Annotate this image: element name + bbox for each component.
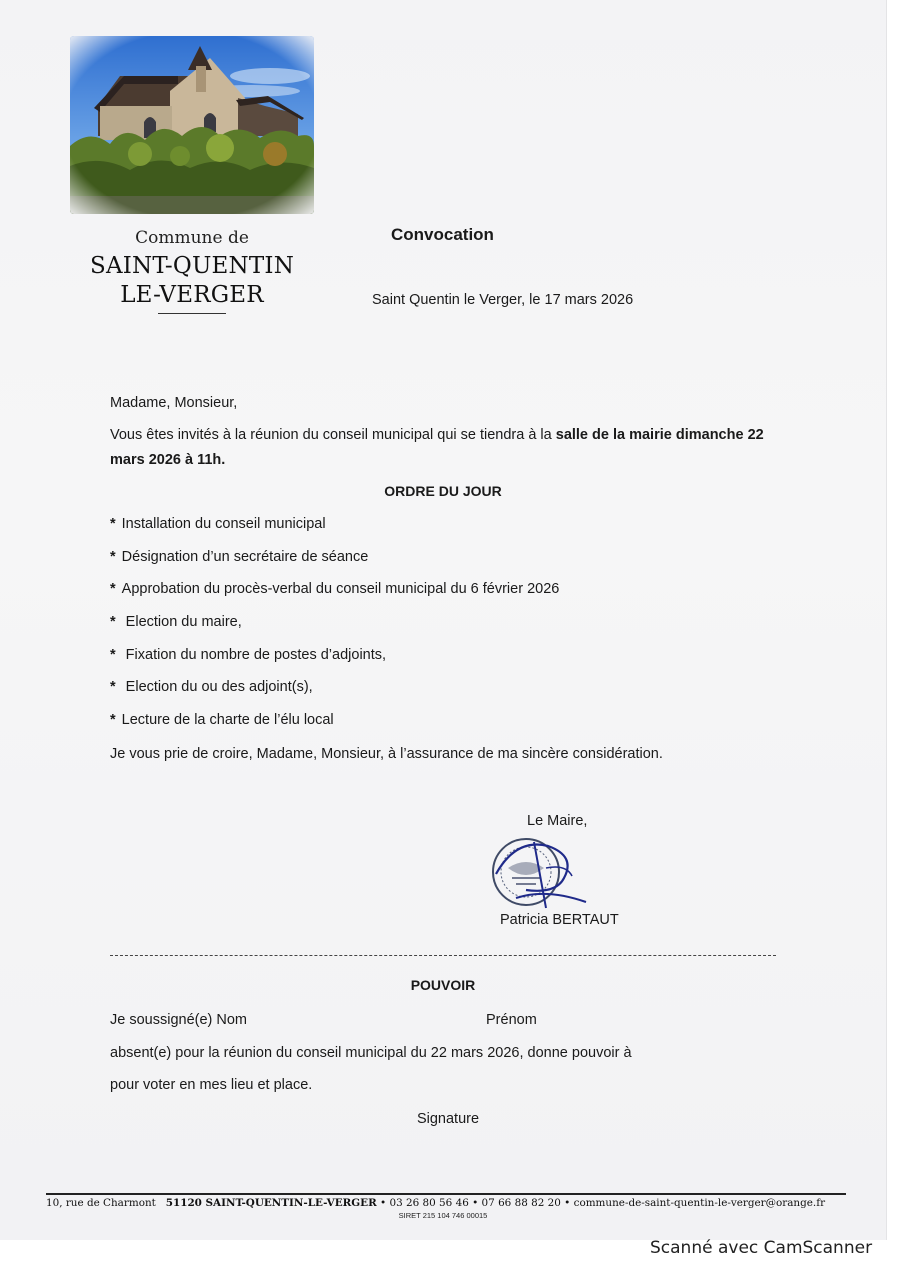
agenda-item	[110, 710, 559, 743]
bullet-dot-icon: •	[564, 1197, 571, 1209]
agenda-item	[110, 612, 559, 645]
signature-label: Signature	[416, 1111, 480, 1127]
agenda-item-text: Election du ou des adjoint(s),	[121, 679, 313, 696]
bullet-star-icon: *	[110, 516, 116, 532]
letter-title: Convocation	[391, 225, 494, 244]
footer-phones: 03 26 80 56 46 • 07 66 88 82 20	[389, 1197, 561, 1209]
bullet-star-icon: *	[110, 712, 116, 729]
commune-name	[70, 252, 314, 310]
footer-address-line	[46, 1197, 856, 1209]
commune-name-line1: SAINT-QUENTIN	[89, 253, 295, 279]
agenda-item	[110, 579, 559, 612]
pouvoir-prenom-label: Prénom	[486, 1012, 537, 1028]
bullet-star-icon: *	[110, 581, 116, 598]
intro-bold-text: salle de la mairie dimanche 22 mars 2026 à 11h.	[110, 427, 764, 468]
mayor-stamp-signature	[486, 828, 596, 918]
pouvoir-title: POUVOIR	[410, 977, 476, 993]
scanner-watermark: Scanné avec CamScanner	[650, 1238, 873, 1258]
commune-name-line2: LE-VERGER	[120, 282, 264, 308]
bullet-star-icon: *	[110, 646, 116, 663]
bullet-dot-icon: •	[380, 1197, 387, 1209]
pouvoir-nom-label: Je soussigné(e) Nom	[110, 1012, 247, 1028]
agenda-item	[110, 677, 559, 710]
dateline: Saint Quentin le Verger, le 17 mars 2026	[372, 292, 634, 308]
mayor-label: Le Maire,	[527, 813, 588, 829]
commune-underline	[158, 313, 226, 314]
commune-prefix: Commune de	[135, 228, 249, 248]
bullet-star-icon: *	[110, 614, 116, 631]
mayor-name: Patricia BERTAUT	[500, 912, 619, 928]
agenda-item-text: Désignation d’un secrétaire de séance	[121, 548, 369, 565]
intro-text: Vous êtes invités à la réunion du conseil municipal qui se tiendra à la	[110, 427, 556, 443]
footer-street: 10, rue de Charmont	[46, 1197, 156, 1209]
agenda-item	[110, 547, 559, 580]
bullet-star-icon: *	[110, 679, 116, 696]
intro-paragraph	[110, 423, 780, 473]
footer-divider	[46, 1193, 846, 1195]
pouvoir-absence-line: absent(e) pour la réunion du conseil municipal du 22 mars 2026, donne pouvoir à	[110, 1045, 632, 1061]
footer-email: commune-de-saint-quentin-le-verger@orange.fr	[573, 1197, 826, 1209]
cut-line	[110, 955, 776, 956]
greeting: Madame, Monsieur,	[110, 395, 238, 411]
agenda-item-text: Lecture de la charte de l’élu local	[121, 712, 334, 729]
agenda-item-text: Approbation du procès-verbal du conseil municipal du 6 février 2026	[121, 581, 560, 598]
agenda-list	[110, 514, 559, 743]
pouvoir-vote-line: pour voter en mes lieu et place.	[110, 1077, 313, 1093]
agenda-item	[110, 645, 559, 678]
agenda-item-text: Installation du conseil municipal	[121, 516, 326, 532]
bullet-star-icon: *	[110, 548, 116, 565]
footer-city: 51120 SAINT-QUENTIN-LE-VERGER	[165, 1197, 377, 1209]
agenda-title: ORDRE DU JOUR	[384, 483, 502, 499]
closing-sentence: Je vous prie de croire, Madame, Monsieur, à l’assurance de ma sincère considération.	[110, 746, 663, 762]
agenda-item-text: Election du maire,	[121, 614, 242, 631]
footer-siret: SIRET 215 104 746 00015	[398, 1211, 488, 1220]
agenda-item	[110, 514, 559, 547]
church-photo	[70, 36, 314, 214]
agenda-item-text: Fixation du nombre de postes d’adjoints,	[121, 646, 387, 663]
